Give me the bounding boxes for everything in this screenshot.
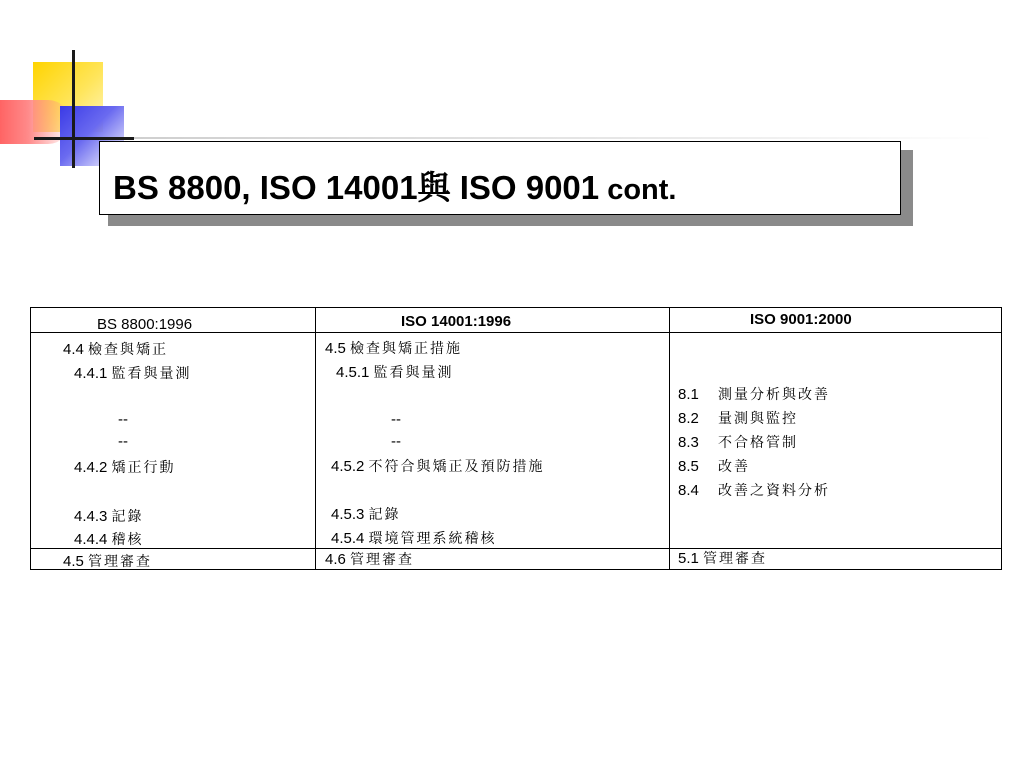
iso14001-item-4-5-3: 4.5.3 記錄 (331, 506, 401, 523)
header-bs8800 (31, 308, 316, 333)
iso9001-list-item: 8.3 不合格管制 (678, 434, 798, 451)
bs8800-item-4-4-4: 4.4.4 稽核 (74, 531, 144, 548)
bs8800-dash-2: -- (118, 433, 128, 450)
bs8800-dash-1: -- (118, 411, 128, 428)
iso9001-list-item: 8.4 改善之資料分析 (678, 482, 830, 499)
iso14001-item-4-5-4: 4.5.4 環境管理系統稽核 (331, 530, 497, 547)
title-main-text: BS 8800, ISO 14001與 ISO 9001 (113, 169, 600, 206)
header-iso14001-label: ISO 14001:1996 (401, 313, 512, 330)
bs8800-cell (31, 333, 316, 549)
header-iso9001-label: ISO 9001:2000 (750, 311, 852, 328)
iso9001-list-item: 8.1 測量分析與改善 (678, 386, 830, 403)
header-iso14001 (316, 308, 670, 333)
horizontal-line (34, 137, 134, 140)
iso9001-footer-cell (670, 549, 1002, 570)
iso9001-list-item: 8.2 量測與監控 (678, 410, 798, 427)
iso9001-cell (670, 333, 1002, 549)
iso14001-footer-cell (316, 549, 670, 570)
bs8800-item-4-4: 4.4 檢查與矯正 (63, 341, 169, 358)
iso14001-dash-2: -- (391, 433, 401, 450)
bs8800-item-4-4-3: 4.4.3 記錄 (74, 508, 144, 525)
table-body-row (31, 333, 1002, 549)
slide-title-box (99, 141, 901, 215)
iso9001-list (678, 383, 830, 503)
bs8800-item-4-4-2: 4.4.2 矯正行動 (74, 459, 176, 476)
iso14001-cell (316, 333, 670, 549)
bs8800-item-4-4-1: 4.4.1 監看與量測 (74, 365, 192, 382)
vertical-line (72, 50, 75, 168)
iso14001-dash-1: -- (391, 411, 401, 428)
header-bs8800-label: BS 8800:1996 (97, 316, 193, 333)
title-suffix-text: cont. (599, 174, 677, 206)
iso14001-item-4-5-2: 4.5.2 不符合與矯正及預防措施 (331, 458, 545, 475)
table-footer-row (31, 549, 1002, 570)
iso9001-item-5-1: 5.1 管理審查 (678, 550, 768, 567)
iso14001-item-4-5-1: 4.5.1 監看與量測 (336, 364, 454, 381)
comparison-table (30, 307, 1002, 570)
table-header-row (31, 308, 1002, 333)
bs8800-footer-cell (31, 549, 316, 570)
iso14001-item-4-6: 4.6 管理審查 (325, 551, 415, 568)
bs8800-item-4-5: 4.5 管理審查 (63, 553, 153, 570)
iso14001-item-4-5: 4.5 檢查與矯正措施 (325, 340, 463, 357)
iso9001-list-item: 8.5 改善 (678, 458, 750, 475)
header-rule (134, 137, 994, 139)
slide-title (113, 162, 676, 209)
header-iso9001 (670, 308, 1002, 333)
